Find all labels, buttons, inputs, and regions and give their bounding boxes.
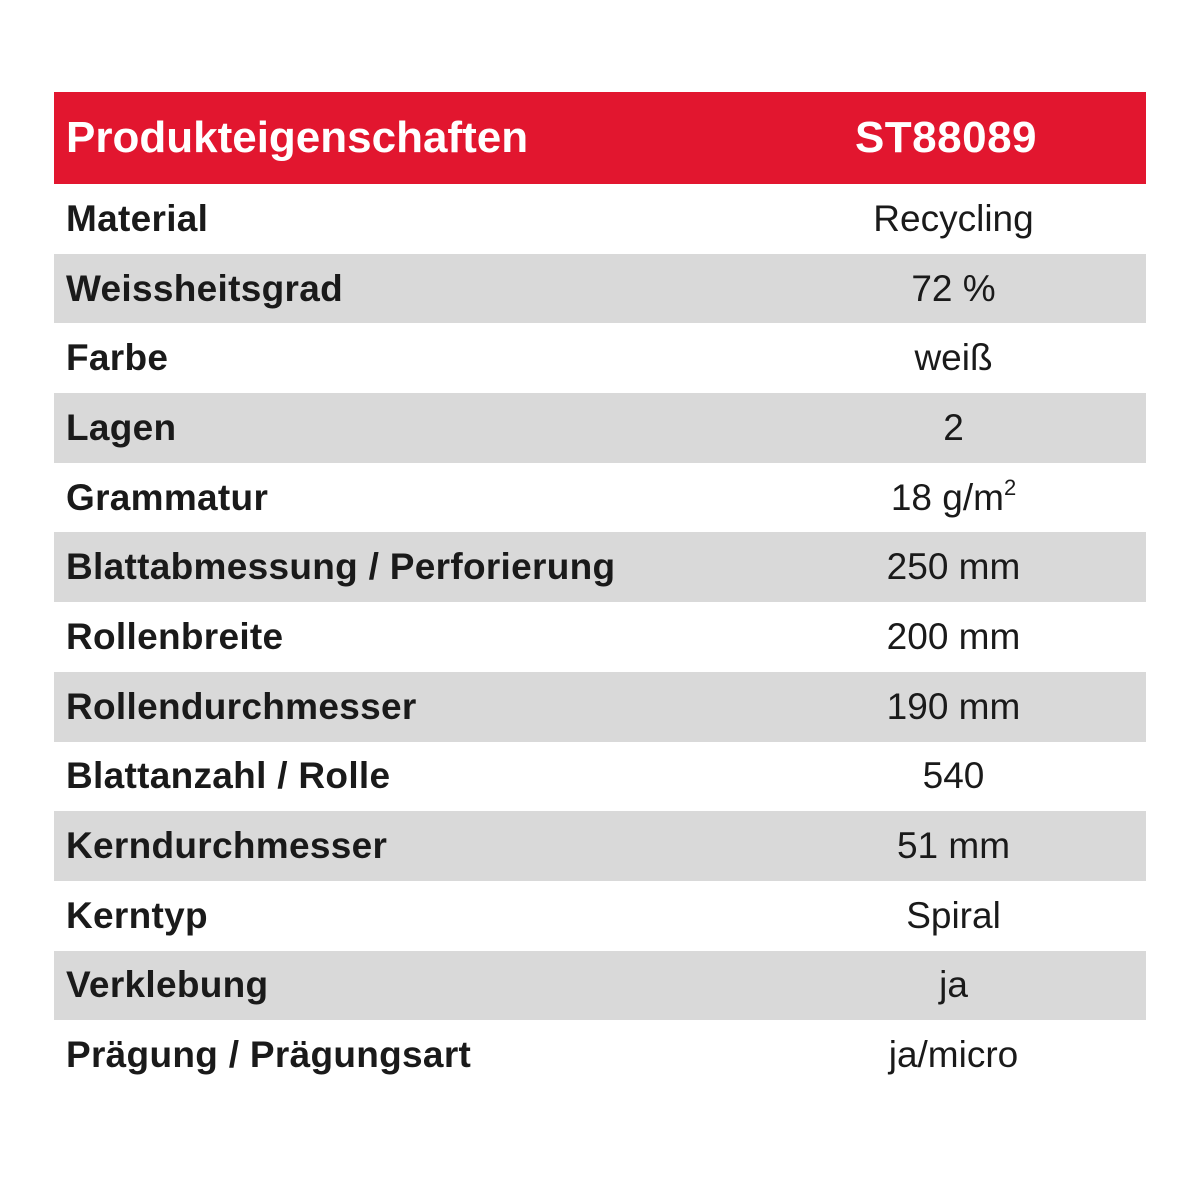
row-value: 18 g/m <box>890 476 1004 518</box>
header-title: Produkteigenschaften <box>66 113 529 162</box>
table-row <box>54 393 1146 463</box>
row-label: Rollenbreite <box>66 615 284 657</box>
table-row <box>54 1020 1146 1090</box>
table-row <box>54 881 1146 951</box>
row-label: Verklebung <box>66 964 269 1006</box>
row-label: Blattabmessung / Perforierung <box>66 546 616 588</box>
row-label: Rollendurchmesser <box>66 685 417 727</box>
table-row <box>54 184 1146 254</box>
table-row <box>54 672 1146 742</box>
row-value: Recycling <box>873 197 1034 239</box>
row-value: 540 <box>922 755 985 797</box>
row-value: 72 % <box>911 267 996 309</box>
row-label: Prägung / Prägungsart <box>66 1034 472 1076</box>
table-row <box>54 811 1146 881</box>
row-label: Farbe <box>66 337 169 379</box>
table-row <box>54 602 1146 672</box>
table-header <box>54 92 1146 184</box>
row-value: Spiral <box>906 894 1001 936</box>
table-row <box>54 532 1146 602</box>
table-row <box>54 742 1146 812</box>
row-value: 2 <box>943 406 964 448</box>
row-label: Weissheitsgrad <box>66 267 344 309</box>
row-label: Kerndurchmesser <box>66 825 388 867</box>
spec-table <box>54 92 1146 1090</box>
row-value: 200 mm <box>886 615 1021 657</box>
row-value: 250 mm <box>886 546 1021 588</box>
row-value: ja <box>939 964 968 1006</box>
row-value: ja/micro <box>888 1034 1019 1076</box>
table-row <box>54 323 1146 393</box>
table-row <box>54 951 1146 1021</box>
row-label: Kerntyp <box>66 894 208 936</box>
table-row <box>54 254 1146 324</box>
header-product-code: ST88089 <box>854 113 1038 162</box>
row-value-with-superscript <box>761 474 1146 519</box>
superscript-exponent: 2 <box>1003 474 1017 500</box>
row-label: Grammatur <box>66 476 269 518</box>
row-value: 190 mm <box>886 685 1021 727</box>
row-label: Lagen <box>66 406 177 448</box>
row-value: weiß <box>914 337 993 379</box>
row-value: 51 mm <box>896 825 1011 867</box>
table-row <box>54 463 1146 533</box>
row-label: Blattanzahl / Rolle <box>66 755 391 797</box>
row-label: Material <box>66 197 209 239</box>
